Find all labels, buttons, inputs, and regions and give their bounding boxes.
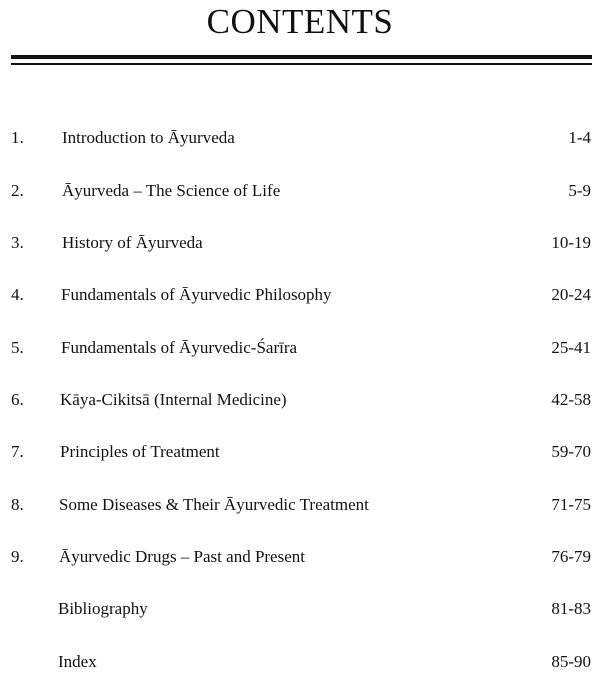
toc-entry-title: Āyurveda – The Science of Life	[62, 181, 281, 200]
toc-entry-pages: 10-19	[551, 233, 591, 252]
toc-entry-pages: 59-70	[551, 442, 591, 461]
toc-entry-title: Index	[58, 652, 97, 671]
toc-entry-pages: 25-41	[551, 338, 591, 357]
toc-entry-title: Fundamentals of Āyurvedic-Śarīra	[61, 338, 298, 357]
toc-entry-title: Kāya-Cikitsā (Internal Medicine)	[60, 390, 287, 409]
heading-rule-thin	[11, 63, 592, 65]
toc-entry[interactable]	[0, 493, 600, 517]
toc-entry-title: History of Āyurveda	[62, 233, 203, 252]
toc-entry-pages: 76-79	[551, 547, 591, 566]
toc-entry[interactable]	[0, 231, 600, 255]
toc-entry[interactable]	[0, 650, 600, 674]
toc-entry-number: 7.	[11, 442, 24, 461]
toc-entry-pages: 81-83	[551, 599, 591, 618]
toc-entry[interactable]	[0, 336, 600, 360]
toc-entry-pages: 85-90	[551, 652, 591, 671]
toc-entry[interactable]	[0, 388, 600, 412]
toc-entry-number: 6.	[11, 390, 24, 409]
toc-entry-number: 8.	[11, 495, 24, 514]
toc-entry-pages: 5-9	[568, 181, 591, 200]
page-title: CONTENTS	[206, 2, 394, 41]
toc-entry[interactable]	[0, 440, 600, 464]
toc-entry-number: 5.	[11, 338, 24, 357]
toc-entry-title: Bibliography	[58, 599, 148, 618]
toc-entry-pages: 20-24	[551, 285, 591, 304]
toc-entry-pages: 1-4	[568, 128, 591, 147]
toc-entry-number: 2.	[11, 181, 24, 200]
toc-entry[interactable]	[0, 545, 600, 569]
toc-entry-title: Āyurvedic Drugs – Past and Present	[59, 547, 305, 566]
toc-entry-number: 1.	[11, 128, 24, 147]
toc-entry-number: 3.	[11, 233, 24, 252]
toc-entry-pages: 71-75	[551, 495, 591, 514]
toc-entry[interactable]	[0, 126, 600, 150]
toc-entry-number: 4.	[11, 285, 24, 304]
toc-entry-title: Some Diseases & Their Āyurvedic Treatment	[59, 495, 369, 514]
toc-entry-title: Principles of Treatment	[60, 442, 220, 461]
toc-entry-title: Fundamentals of Āyurvedic Philosophy	[61, 285, 332, 304]
toc-entry[interactable]	[0, 179, 600, 203]
toc-entry-number: 9.	[11, 547, 24, 566]
toc-entry-title: Introduction to Āyurveda	[62, 128, 235, 147]
heading-rule-thick	[11, 55, 592, 59]
toc-entry[interactable]	[0, 597, 600, 621]
toc-entry[interactable]	[0, 283, 600, 307]
toc-entry-pages: 42-58	[551, 390, 591, 409]
